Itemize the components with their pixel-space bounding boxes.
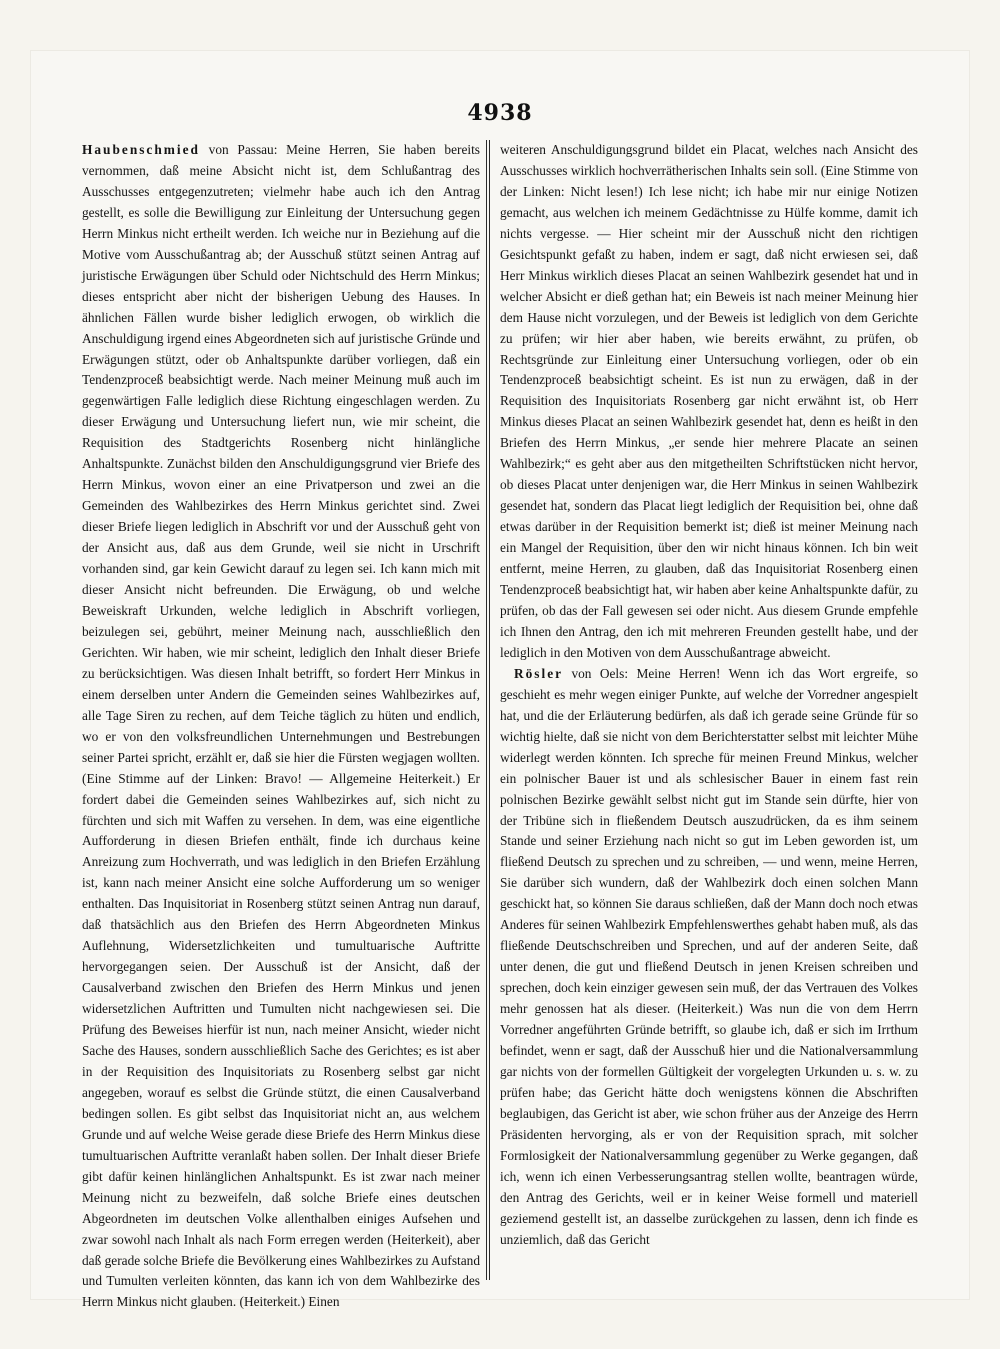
speech-haubenschmied xyxy=(82,140,480,1313)
speaker-origin: von Passau: xyxy=(199,142,287,157)
column-divider-double xyxy=(489,140,490,1280)
speech-text: Meine Herren! Wenn ich das Wort ergreife, so geschieht es mehr wegen einiger Punkte, auf welche der Vorredner angespielt hat, und die der Erläuterung bedürfen, als daß ich gerade seine Gründe für so wichtig hielte, daß sie nicht von dem Berichterstatter selbst mit leichter Mühe widerlegt werden könnten. Ich spreche für meinen Freund Minkus, welcher ein polnischer Bauer ist und als schlesischer Bauer in einem fast rein polnischen Bezirke gewählt selbst nicht gut im Stande sein dürfte, hier von der Tribüne sich in fließendem Deutsch auszudrücken, da es ihm seinem Stande und seiner Erziehung nach nicht so gut im Leben geworden ist, um fließend Deutsch zu sprechen und zu schreiben, — und wenn, meine Herren, Sie darüber sich wundern, daß der Wahlbezirk doch einen solchen Mann geschickt hat, so können Sie daraus schließen, daß der Mann doch noch etwas Anderes für seinen Wahlbezirk Empfehlenswerthes gehabt haben muß, als das fließende Deutschschreiben und Sprechen, und auf der anderen Seite, daß unter denen, die gut und fließend Deutsch in jenen Kreisen schreiben und sprechen, doch kein einziger gewesen sein muß, der das Vertrauen des Volkes mehr genossen hat als dieser. (Heiterkeit.) Was nun die von dem Herrn Vorredner angeführten Gründe betrifft, so glaube ich, daß er sich im Irrthum befindet, wenn er sagt, daß der Ausschuß hier und die Nationalversammlung gar nichts von der formellen Gültigkeit der vorgelegten Urkunden u. s. w. zu prüfen habe; das Gericht hätte doch wenigstens können die Abschriften beglaubigen, das Gericht ist aber, wie schon früher aus der Anzeige des Herrn Präsidenten hervorging, als er von der Requisition sprach, mit solcher Formlosigkeit der Nationalversammlung gegenüber zu Werke gegangen, daß ich, wenn ich einen Verbesserungsantrag stellen wollte, beantragen würde, den Antrag des Gerichts, weil er in keiner Weise formell und materiell geziemend gestellt ist, an dasselbe zurückgehen zu lassen, denn ich finde es unziemlich, daß das Gericht xyxy=(500,665,918,1247)
speaker-name: Rösler xyxy=(514,665,564,681)
speech-text: Meine Herren, Sie haben bereits vernommen, daß meine Absicht nicht ist, dem Schlußantrag des Ausschusses entgegenzutreten; vielmehr habe auch ich den Antrag gestellt, es solle die Bewilligung zur Einleitung der Untersuchung gegen Herrn Minkus nicht ertheilt werden. Ich weiche nur in Beziehung auf die Motive vom Ausschußantrag ab; der Ausschuß stützt seinen Antrag auf juristische Erwägungen über Schuld oder Nichtschuld des Herrn Minkus; dieses entspricht aber nicht der bisherigen Uebung des Hauses. In ähnlichen Fällen wurde bisher lediglich erwogen, ob wirklich die Anschuldigung irgend eines Abgeordneten sich auf juristische Gründe und Erwägungen stützt, oder ob Anhaltspunkte darüber vorliegen, daß ein Tendenzproceß beabsichtigt werde. Nach meiner Meinung muß auch im gegenwärtigen Falle lediglich diese Richtung eingeschlagen werden. Zu dieser Erwägung und Untersuchung liefert nun, wie mir scheint, die Requisition des Stadtgerichts Rosenberg nicht hinlängliche Anhaltspunkte. Zunächst bilden den Anschuldigungsgrund vier Briefe des Herrn Minkus, wovon einer an eine Privatperson und zwei an die Gemeinden des Wahlbezirkes des Herrn Minkus gerichtet sind. Zwei dieser Briefe liegen lediglich in Abschrift vor und der Ausschuß geht von der Ansicht aus, daß aus dem Grunde, weil sie nicht in Urschrift vorhanden sind, gar kein Gewicht darauf zu legen sei. Ich kann mich mit dieser Ansicht nicht befreunden. Die Erwägung, ob und welche Beweiskraft Urkunden, welche lediglich in Abschrift vorliegen, beizulegen sei, gebührt, meiner Meinung nach, ausschließlich den Gerichten. Wir haben, wie mir scheint, lediglich den Inhalt dieser Briefe zu berücksichtigen. Was diesen Inhalt betrifft, so fordert Herr Minkus in einem derselben unter Andern die Gemeinden seines Wahlbezirkes auf, alle Tage Siren zu rechen, auf dem Teiche täglich zu hüten und endlich, wo er von den volksfreundlichen Unternehmungen und Bestrebungen seiner Partei spricht, erzählt er, daß sie hier die Fürsten wegjagen wollten. (Eine Stimme auf der Linken: Bravo! — Allgemeine Heiterkeit.) Er fordert dabei die Gemeinden seines Wahlbezirkes auf, sich nicht zu fürchten und sich mit Waffen zu versehen. In dem, was eine eigentliche Aufforderung in diesen Briefen enthält, finde ich durchaus keine Anreizung zum Hochverrath, und was lediglich in den Briefen Erzählung ist, kann nach meiner Ansicht eine solche Aufforderung um so weniger enthalten. Das Inquisitoriat in Rosenberg stützt seinen Antrag nun darauf, daß thatsächlich aus den Briefen des Herrn Abgeordneten Minkus Auflehnung, Widersetzlichkeiten und tumultuarische Auftritte hervorgegangen seien. Der Ausschuß ist der Ansicht, daß der Causalverband zwischen den Briefen des Herrn Minkus und jenen widersetzlichen Auftritten und Tumulten nicht nachgewiesen sei. Die Prüfung des Beweises hierfür ist nun, nach meiner Ansicht, wieder nicht Sache des Hauses, sondern ausschließlich Sache des Gerichtes; es ist aber in der Requisition des Inquisitoriats zu Rosenberg selbst gar nicht angegeben, worauf es selbst die Gründe stützt, die einen Causalverband bedingen sollen. Es gibt selbst das Inquisitoriat nicht an, aus welchem Grunde und auf welche Weise gerade diese Briefe des Herrn Minkus diese tumultuarischen Auftritte veranlaßt haben sollen. Der Inhalt dieser Briefe gibt dafür keinen hinlänglichen Anhaltspunkt. Es ist zwar nach meiner Meinung nicht zu bezweifeln, daß solche Briefe eines deutschen Abgeordneten im deutschen Volke allenthalben einiges Aufsehen und zwar sowohl nach Inhalt als nach Form erregen werden (Heiterkeit), aber daß gerade solche Briefe die Bevölkerung eines Wahlbezirkes zu Aufstand und Tumulten verleiten könnten, das kann ich von dem Wahlbezirke des Herrn Minkus nicht glauben. (Heiterkeit.) Einen xyxy=(82,142,480,1310)
page-number: 4938 xyxy=(467,100,533,126)
speech-roesler xyxy=(500,664,918,1251)
speech-continuation: weiteren Anschuldigungsgrund bildet ein Placat, welches nach Ansicht des Ausschusses wirklich hochverrätherischen Inhalts sein soll. (Eine Stimme von der Linken: Nicht lesen!) Ich lese nicht; ich habe mir nur einige Notizen gemacht, aus welchen ich meinem Gedächtnisse zu Hülfe komme, damit ich nichts vergesse. — Hier scheint mir der Ausschuß nicht den richtigen Gesichtspunkt gefaßt zu haben, indem er sagt, daß nicht erwiesen sei, daß Herr Minkus wirklich dieses Placat an seinen Wahlbezirk gesendet hat und in welcher Absicht er dieß gethan hat; ein Beweis ist nach meiner Meinung hier dem Hause nicht vorzulegen, und der Beweis ist lediglich von dem Gerichte zu prüfen; wir hier aber haben, wie bereits erwähnt, zu prüfen, ob Rechtsgründe zur Einleitung einer Untersuchung vorliegen, oder ob ein Tendenzproceß beabsichtigt scheint. Es ist nun zu erwägen, daß in der Requisition des Inquisitoriats Rosenberg gar nicht erwähnt ist, ob Herr Minkus dieses Placat an seinen Wahlbezirk gesendet hat, denn es heißt in den Briefen des Herrn Minkus, „er sende hier mehrere Placate an seinen Wahlbezirk;“ es geht aber aus den mitgetheilten Schriftstücken nicht hervor, ob dieses Placat unter denjenigen war, die Herr Minkus in seinen Wahlbezirk gesendet hat, sondern das Placat liegt lediglich der Requisition bei, ohne daß etwas darüber in der Requisition bemerkt ist; dieß ist meiner Meinung nach ein Mangel der Requisition, über den wir nicht hinaus können. Ich bin weit entfernt, meine Herren, zu glauben, daß das Inquisitoriat Rosenberg einen Tendenzproceß beabsichtigt hat, wir haben aber keine Anhaltspunkte dafür, zu prüfen, ob das der Fall gewesen sei oder nicht. Aus diesem Grunde empfehle ich Ihnen den Antrag, den ich mit mehreren Freunden gestellt habe, und der lediglich in den Motiven von dem Ausschußantrage abweicht. xyxy=(500,142,918,660)
speaker-name: Haubenschmied xyxy=(82,142,200,157)
left-column xyxy=(82,140,480,1310)
column-divider xyxy=(486,140,487,1280)
speaker-origin: von Oels: xyxy=(563,665,637,681)
right-column xyxy=(500,140,918,1280)
